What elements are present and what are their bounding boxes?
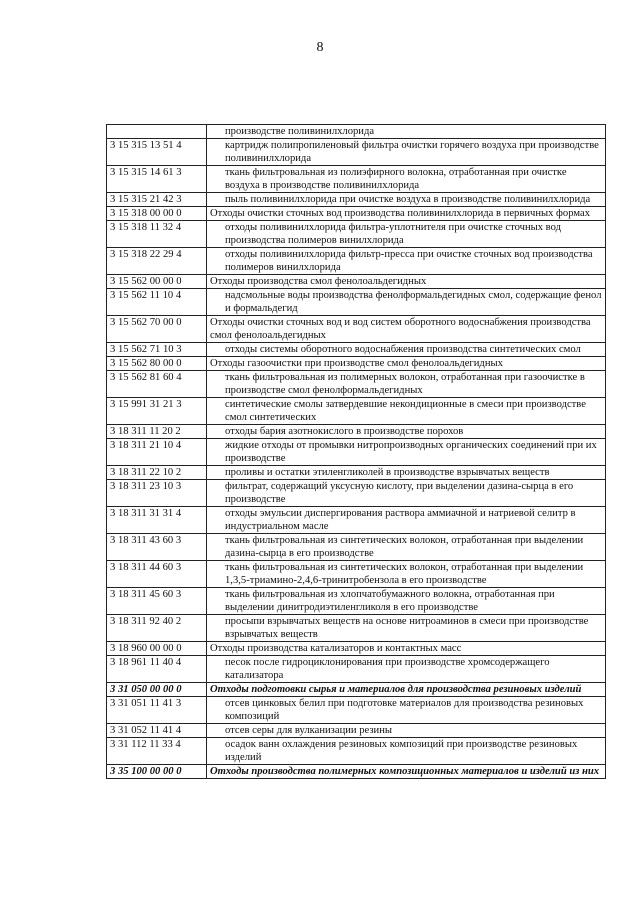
table-row: [107, 724, 606, 738]
waste-code-cell: 3 31 112 11 33 4: [107, 738, 207, 765]
waste-code-cell: 3 18 311 22 10 2: [107, 466, 207, 480]
table-row: [107, 275, 606, 289]
waste-code-cell: 3 15 991 31 21 3: [107, 398, 207, 425]
waste-code-cell: 3 15 315 13 51 4: [107, 139, 207, 166]
table-row: [107, 221, 606, 248]
table-row: [107, 507, 606, 534]
table-row: [107, 207, 606, 221]
table-row: [107, 398, 606, 425]
waste-code-cell: 3 31 052 11 41 4: [107, 724, 207, 738]
waste-code-cell: 3 15 562 70 00 0: [107, 316, 207, 343]
waste-code-cell: 3 15 318 11 32 4: [107, 221, 207, 248]
table-row: [107, 588, 606, 615]
table-row: [107, 561, 606, 588]
waste-name-cell: Отходы производства полимерных композиционных материалов и изделий из них: [207, 765, 606, 779]
waste-name-cell: отсев цинковых белил при подготовке материалов для производства резиновых композиций: [207, 697, 606, 724]
table-row: [107, 615, 606, 642]
waste-name-cell: ткань фильтровальная из хлопчатобумажного волокна, отработанная при выделении динитродиэтиленгликоля в его производстве: [207, 588, 606, 615]
waste-name-cell: фильтрат, содержащий уксусную кислоту, при выделении дазина-сырца в его производстве: [207, 480, 606, 507]
table-row: [107, 480, 606, 507]
table-row: [107, 642, 606, 656]
waste-code-cell: 3 15 562 80 00 0: [107, 357, 207, 371]
waste-name-cell: отсев серы для вулканизации резины: [207, 724, 606, 738]
waste-code-cell: 3 18 960 00 00 0: [107, 642, 207, 656]
waste-code-cell: 3 18 311 23 10 3: [107, 480, 207, 507]
table-row: [107, 371, 606, 398]
waste-name-cell: отходы эмульсии диспергирования раствора аммиачной и натриевой селитр в индустриальном масле: [207, 507, 606, 534]
waste-code-cell: 3 18 311 92 40 2: [107, 615, 207, 642]
page-number: 8: [316, 40, 324, 55]
waste-name-cell: отходы поливинилхлорида фильтр-пресса при очистке сточных вод производства полимеров винилхлорида: [207, 248, 606, 275]
waste-code-cell: 3 15 318 00 00 0: [107, 207, 207, 221]
table-row: [107, 738, 606, 765]
waste-code-cell: 3 15 562 11 10 4: [107, 289, 207, 316]
table-row: [107, 765, 606, 779]
waste-code-cell: 3 18 311 11 20 2: [107, 425, 207, 439]
waste-code-cell: 3 18 311 43 60 3: [107, 534, 207, 561]
table-row: [107, 656, 606, 683]
waste-name-cell: Отходы производства катализаторов и контактных масс: [207, 642, 606, 656]
waste-name-cell: проливы и остатки этиленгликолей в производстве взрывчатых веществ: [207, 466, 606, 480]
waste-code-cell: 3 18 311 31 31 4: [107, 507, 207, 534]
waste-code-cell: 3 15 318 22 29 4: [107, 248, 207, 275]
table-row: [107, 357, 606, 371]
waste-name-cell: пыль поливинилхлорида при очистке воздуха в производстве поливинилхлорида: [207, 193, 606, 207]
waste-name-cell: отходы бария азотнокислого в производстве порохов: [207, 425, 606, 439]
waste-name-cell: жидкие отходы от промывки нитропроизводных органических соединений при их производстве: [207, 439, 606, 466]
table-row: [107, 534, 606, 561]
table-row: [107, 697, 606, 724]
waste-code-cell: 3 15 315 21 42 3: [107, 193, 207, 207]
waste-code-cell: 3 18 311 21 10 4: [107, 439, 207, 466]
table-row: [107, 439, 606, 466]
table-row: [107, 125, 606, 139]
waste-name-cell: ткань фильтровальная из синтетических волокон, отработанная при выделении дазина-сырца в его производстве: [207, 534, 606, 561]
waste-name-cell: Отходы очистки сточных вод и вод систем оборотного водоснабжения производства смол фенолоальдегидных: [207, 316, 606, 343]
table-row: [107, 316, 606, 343]
waste-name-cell: картридж полипропиленовый фильтра очистки горячего воздуха при производстве поливинилхлорида: [207, 139, 606, 166]
table-row: [107, 466, 606, 480]
waste-code-cell: 3 35 100 00 00 0: [107, 765, 207, 779]
table-row: [107, 248, 606, 275]
waste-name-cell: Отходы очистки сточных вод производства поливинилхлорида в первичных формах: [207, 207, 606, 221]
table-row: [107, 683, 606, 697]
waste-name-cell: ткань фильтровальная из полиэфирного волокна, отработанная при очистке воздуха в производстве поливинилхлорида: [207, 166, 606, 193]
waste-name-cell: Отходы газоочистки при производстве смол фенолоальдегидных: [207, 357, 606, 371]
waste-name-cell: синтетические смолы затвердевшие некондиционные в смеси при производстве смол синтетических: [207, 398, 606, 425]
waste-code-cell: 3 31 050 00 00 0: [107, 683, 207, 697]
waste-code-cell: 3 18 311 45 60 3: [107, 588, 207, 615]
table-row: [107, 289, 606, 316]
waste-name-cell: отходы системы оборотного водоснабжения производства синтетических смол: [207, 343, 606, 357]
table-row: [107, 139, 606, 166]
table-row: [107, 166, 606, 193]
waste-name-cell: надсмольные воды производства фенолформальдегидных смол, содержащие фенол и формальдегид: [207, 289, 606, 316]
waste-code-cell: 3 31 051 11 41 3: [107, 697, 207, 724]
waste-code-cell: 3 15 315 14 61 3: [107, 166, 207, 193]
waste-name-cell: Отходы подготовки сырья и материалов для производства резиновых изделий: [207, 683, 606, 697]
waste-name-cell: осадок ванн охлаждения резиновых композиций при производстве резиновых изделий: [207, 738, 606, 765]
waste-name-cell: ткань фильтровальная из полимерных волокон, отработанная при газоочистке в производстве смол фенолформальдегидных: [207, 371, 606, 398]
table-row: [107, 425, 606, 439]
waste-classification-table: [106, 124, 606, 779]
waste-name-cell: производстве поливинилхлорида: [207, 125, 606, 139]
waste-name-cell: отходы поливинилхлорида фильтра-уплотнителя при очистке сточных вод производства полимеров винилхлорида: [207, 221, 606, 248]
waste-code-cell: 3 15 562 71 10 3: [107, 343, 207, 357]
waste-name-cell: Отходы производства смол фенолоальдегидных: [207, 275, 606, 289]
waste-code-cell: 3 18 961 11 40 4: [107, 656, 207, 683]
waste-code-cell: 3 15 562 00 00 0: [107, 275, 207, 289]
waste-code-cell: [107, 125, 207, 139]
waste-name-cell: просыпи взрывчатых веществ на основе нитроаминов в смеси при производстве взрывчатых веществ: [207, 615, 606, 642]
waste-name-cell: песок после гидроциклонирования при производстве хромсодержащего катализатора: [207, 656, 606, 683]
waste-name-cell: ткань фильтровальная из синтетических волокон, отработанная при выделении 1,3,5-триамино-2,4,6-тринитробензола в его производстве: [207, 561, 606, 588]
table-row: [107, 193, 606, 207]
table-row: [107, 343, 606, 357]
waste-code-cell: 3 18 311 44 60 3: [107, 561, 207, 588]
waste-code-cell: 3 15 562 81 60 4: [107, 371, 207, 398]
